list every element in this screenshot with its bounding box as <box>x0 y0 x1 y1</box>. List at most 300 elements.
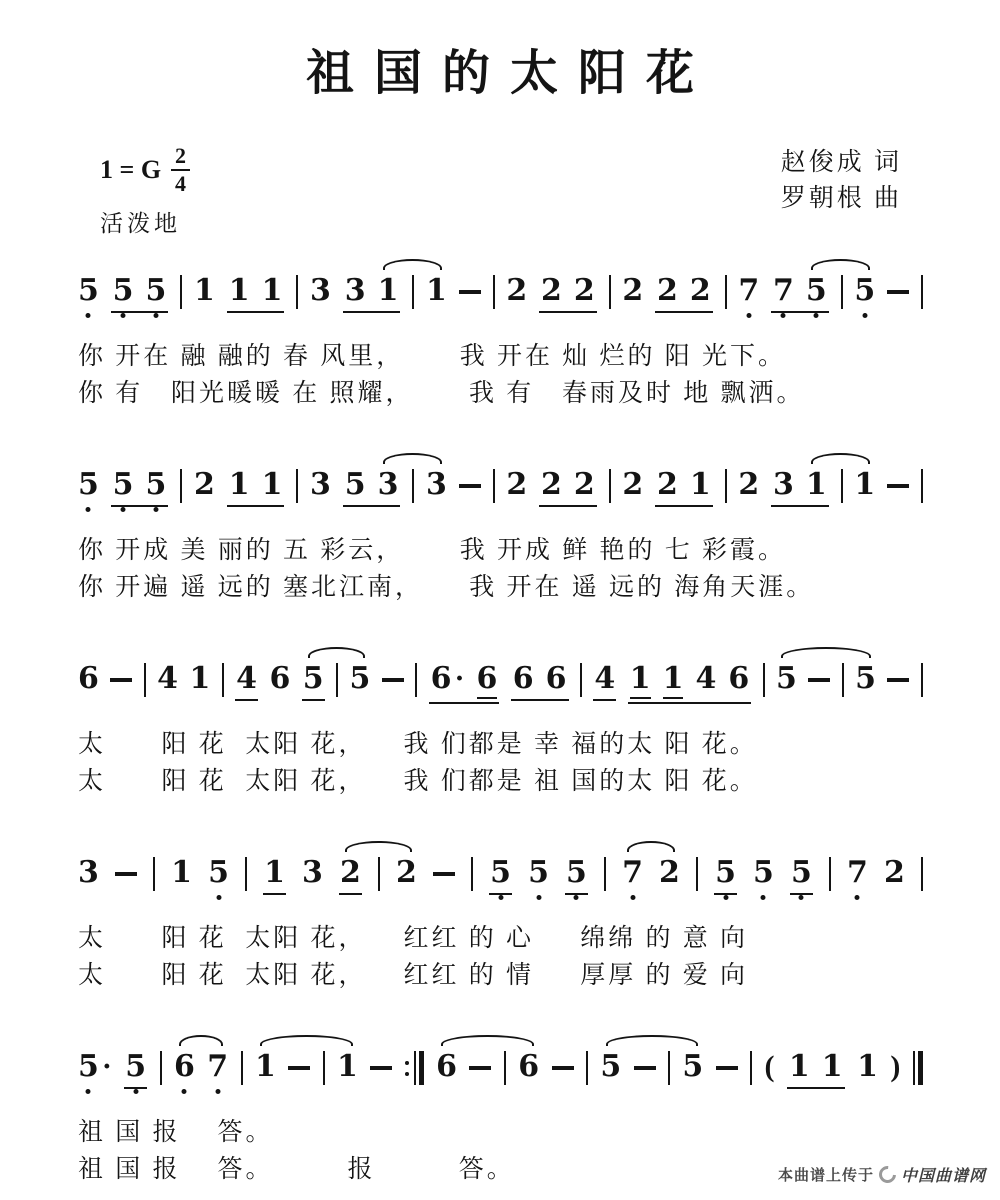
barline <box>493 469 495 503</box>
barline-thick <box>419 1051 424 1085</box>
note-number-low-octave: 5 <box>125 1049 147 1084</box>
music-line <box>78 1030 923 1102</box>
note-number: 6 <box>78 661 99 696</box>
barline <box>580 663 582 697</box>
note <box>857 1050 878 1084</box>
watermark-site-name: 中国曲谱网 <box>900 1168 986 1185</box>
note <box>337 1050 358 1084</box>
note-number: 4 <box>236 661 258 696</box>
parenthesis: ) <box>890 1050 901 1083</box>
note <box>207 1050 228 1084</box>
note <box>229 468 250 502</box>
held-beat-dash <box>887 678 909 682</box>
note-number: 3 <box>302 855 323 890</box>
held-beat-dash <box>634 1066 656 1070</box>
note-number: 2 <box>540 273 562 308</box>
held-beat-dash <box>459 484 481 488</box>
note <box>345 274 366 308</box>
tie-arc <box>606 1035 699 1046</box>
note <box>269 662 290 696</box>
lyric-line: 太 阳 花 太阳 花， 我 们都是 祖 国的太 阳 花。 <box>78 768 758 795</box>
repeat-dot <box>405 1061 409 1065</box>
note-number: 5 <box>855 661 877 696</box>
music-line <box>78 642 923 714</box>
note <box>622 468 643 502</box>
note <box>235 662 258 701</box>
note <box>776 662 797 696</box>
note-number: 2 <box>883 855 905 890</box>
note <box>302 856 323 890</box>
note-number-low-octave: 7 <box>847 855 868 890</box>
barline <box>180 469 182 503</box>
barline <box>763 663 765 697</box>
note-number-low-octave: 6 <box>173 1049 195 1084</box>
note <box>622 856 643 890</box>
note-number: 1 <box>854 467 876 502</box>
barline <box>829 857 831 891</box>
barline-thin <box>414 1051 416 1085</box>
note <box>506 468 527 502</box>
credits-block <box>781 145 902 217</box>
repeat-dot <box>405 1072 409 1076</box>
beamed-group <box>787 1050 845 1089</box>
held-beat-dash <box>433 872 455 876</box>
note-number: 1 <box>254 1049 276 1084</box>
note <box>189 662 210 696</box>
music-system <box>78 448 922 606</box>
music-system <box>78 254 922 412</box>
barline <box>296 469 298 503</box>
note <box>546 662 567 696</box>
barline <box>725 469 727 503</box>
lyric-line: 你 开成 美 丽的 五 彩云， 我 开成 鲜 艳的 七 彩霞。 <box>78 537 787 564</box>
key-signature <box>100 145 190 195</box>
note-number-low-octave: 5 <box>490 855 512 890</box>
note-number-low-octave: 7 <box>207 1049 229 1084</box>
note <box>310 274 331 308</box>
tie-arc <box>345 841 411 852</box>
note <box>738 468 759 502</box>
note <box>431 662 465 696</box>
note-number: 5 <box>600 1049 622 1084</box>
key-tempo-block <box>100 145 190 238</box>
held-beat-dash <box>382 678 404 682</box>
note <box>113 468 134 502</box>
note <box>690 274 711 308</box>
held-beat-dash <box>110 678 132 682</box>
note-number: 1 <box>261 273 283 308</box>
tie-arc <box>781 647 871 658</box>
note-number-low-octave: 5 <box>566 855 587 890</box>
tie-arc <box>308 647 365 658</box>
beamed-group <box>227 468 285 507</box>
note-number: 5 <box>344 467 366 502</box>
note <box>506 274 527 308</box>
beamed-group <box>655 468 713 507</box>
note-number-low-octave: 5 <box>208 855 229 890</box>
barline <box>725 275 727 309</box>
note <box>738 274 759 308</box>
note-number: 6 <box>512 661 534 696</box>
music-system <box>78 642 922 800</box>
note-number-low-octave: 5 <box>145 467 167 502</box>
note <box>806 274 827 308</box>
note-number: 1 <box>426 273 447 308</box>
note <box>695 662 716 696</box>
beamed-group <box>111 274 169 313</box>
barline <box>180 275 182 309</box>
note <box>194 468 215 502</box>
barline <box>586 1051 588 1085</box>
note-number-low-octave: 5 <box>715 855 736 890</box>
qupu-site-logo-icon <box>876 1163 900 1187</box>
note <box>113 274 134 308</box>
music-line <box>78 836 923 908</box>
tie-arc <box>383 453 442 464</box>
augmentation-dot: · <box>101 1050 112 1083</box>
held-beat-dash <box>370 1066 392 1070</box>
note <box>822 1050 843 1084</box>
note <box>396 856 417 890</box>
beamed-group <box>343 274 401 313</box>
note-number-low-octave: 5 <box>790 855 812 890</box>
note <box>378 274 399 308</box>
note-number: 5 <box>776 661 797 696</box>
barline <box>153 857 155 891</box>
note <box>773 468 794 502</box>
barline <box>336 663 338 697</box>
note-number: 6 <box>477 662 498 699</box>
note-number: 2 <box>622 273 644 308</box>
note <box>855 662 876 696</box>
note-number-low-octave: 5 <box>854 273 876 308</box>
note-number: 1 <box>377 273 399 308</box>
held-beat-dash <box>469 1066 491 1070</box>
note <box>262 274 283 308</box>
tie-arc <box>260 1035 353 1046</box>
lyric-line: 太 阳 花 太阳 花， 我 们都是 幸 福的太 阳 花。 <box>78 731 758 758</box>
held-beat-dash <box>115 872 137 876</box>
music-line <box>78 448 923 520</box>
song-title: 祖国的太阳花 <box>305 47 714 100</box>
tie-arc <box>179 1035 223 1046</box>
note-number: 3 <box>310 273 331 308</box>
note <box>146 274 167 308</box>
lyrics-block <box>78 338 922 412</box>
tie-arc <box>811 453 870 464</box>
note-number: 6 <box>728 661 750 696</box>
note <box>630 662 651 699</box>
note <box>78 856 99 890</box>
note <box>528 856 549 890</box>
note-number: 1 <box>689 467 711 502</box>
time-signature-bottom: 4 <box>175 171 187 196</box>
note-number-low-octave: 5 <box>528 855 549 890</box>
note-number: 6 <box>430 661 452 696</box>
note <box>682 1050 703 1084</box>
barline <box>378 857 380 891</box>
note <box>714 856 737 895</box>
tie-arc <box>383 259 442 270</box>
beamed-group <box>655 274 713 313</box>
note-number: 2 <box>622 467 644 502</box>
note <box>78 274 99 308</box>
note-number-low-octave: 5 <box>753 855 774 890</box>
note <box>310 468 331 502</box>
note-number: 2 <box>194 467 215 502</box>
note-number: 1 <box>857 1049 878 1084</box>
barline <box>160 1051 162 1085</box>
repeat-dots <box>405 1061 409 1076</box>
barline <box>415 663 417 697</box>
held-beat-dash <box>459 290 481 294</box>
note <box>518 1050 539 1084</box>
note <box>854 274 875 308</box>
note-number-low-octave: 5 <box>805 273 827 308</box>
note-number-low-octave: 5 <box>78 273 99 308</box>
held-beat-dash <box>288 1066 310 1070</box>
lyric-line: 你 开在 融 融的 春 风里， 我 开在 灿 烂的 阳 光下。 <box>78 343 787 370</box>
note-number: 4 <box>157 661 179 696</box>
augmentation-dot: · <box>454 662 465 695</box>
note <box>208 856 229 890</box>
note-number: 2 <box>396 855 417 890</box>
note <box>790 856 813 895</box>
lyricist-credit: 赵俊成 词 <box>780 149 902 176</box>
note <box>690 468 711 502</box>
note <box>753 856 774 890</box>
barline <box>323 1051 325 1085</box>
note-number: 2 <box>657 467 678 502</box>
note <box>847 856 868 890</box>
note <box>600 1050 621 1084</box>
note-number: 2 <box>689 273 711 308</box>
note-number-low-octave: 5 <box>78 467 99 502</box>
note-number: 4 <box>695 661 717 696</box>
key-label: 1 = G <box>100 155 162 184</box>
note <box>174 1050 195 1084</box>
barline <box>412 275 414 309</box>
held-beat-dash <box>808 678 830 682</box>
note-number: 2 <box>506 467 528 502</box>
note-number-low-octave: 7 <box>622 855 643 890</box>
final-barline <box>913 1050 923 1086</box>
barline <box>921 469 923 503</box>
barline <box>921 275 923 309</box>
lyric-line: 祖 国 报 答。 <box>78 1119 274 1146</box>
note <box>436 1050 457 1084</box>
note-number: 2 <box>506 273 528 308</box>
barline <box>296 275 298 309</box>
lyrics-block <box>78 920 922 994</box>
note <box>565 856 588 895</box>
barline <box>842 663 844 697</box>
lyrics-block <box>78 532 922 606</box>
barline <box>609 469 611 503</box>
note <box>78 1050 112 1084</box>
barline-thick <box>918 1051 923 1085</box>
note <box>489 856 512 895</box>
note <box>339 856 362 895</box>
note <box>541 274 562 308</box>
lyric-line: 太 阳 花 太阳 花， 红红 的 心 绵绵 的 意 向 <box>78 925 749 952</box>
tie-arc <box>441 1035 534 1046</box>
barline <box>921 857 923 891</box>
note-number: 1 <box>264 855 285 890</box>
note-number: 2 <box>340 855 361 890</box>
barline <box>921 663 923 697</box>
beamed-group <box>628 662 752 704</box>
note <box>657 274 678 308</box>
lyric-line: 祖 国 报 答。 报 答。 <box>78 1156 515 1183</box>
note <box>426 274 447 308</box>
note-number: 5 <box>302 661 324 696</box>
note <box>263 856 286 895</box>
beamed-group <box>343 468 401 507</box>
note <box>345 468 366 502</box>
note-number-low-octave: 5 <box>78 1049 99 1084</box>
barline <box>696 857 698 891</box>
note-number: 1 <box>630 662 651 699</box>
music-system <box>78 836 922 994</box>
note-number: 2 <box>573 273 595 308</box>
barline <box>504 1051 506 1085</box>
note-number: 1 <box>821 1049 843 1084</box>
note-number-low-octave: 7 <box>773 273 794 308</box>
note-number: 2 <box>659 855 680 890</box>
parenthesis: ( <box>764 1050 775 1083</box>
note-number-low-octave: 5 <box>145 273 167 308</box>
note-number: 1 <box>788 1049 810 1084</box>
barline <box>604 857 606 891</box>
note-number: 3 <box>426 467 447 502</box>
note <box>171 856 192 890</box>
note-number: 2 <box>738 467 760 502</box>
beamed-group <box>539 468 597 507</box>
barline <box>241 1051 243 1085</box>
note <box>663 662 684 699</box>
barline <box>750 1051 752 1085</box>
watermark <box>778 1163 986 1186</box>
barline <box>668 1051 670 1085</box>
note-number: 3 <box>344 273 366 308</box>
note-number: 3 <box>310 467 331 502</box>
note <box>728 662 749 696</box>
note <box>773 274 794 308</box>
note-number: 3 <box>377 467 399 502</box>
note-number: 2 <box>573 467 595 502</box>
composer-credit: 罗朝根 曲 <box>780 185 902 212</box>
beamed-group <box>771 274 829 313</box>
note-number: 6 <box>545 661 567 696</box>
held-beat-dash <box>716 1066 738 1070</box>
tie-arc <box>811 259 870 270</box>
note <box>806 468 827 502</box>
music-line <box>78 254 923 326</box>
held-beat-dash <box>552 1066 574 1070</box>
note-number-low-octave: 5 <box>112 273 134 308</box>
note-number: 1 <box>189 661 211 696</box>
barline <box>245 857 247 891</box>
repeat-end-barline <box>405 1050 424 1086</box>
note <box>255 1050 276 1084</box>
note-number-low-octave: 5 <box>112 467 134 502</box>
note-number: 1 <box>261 467 283 502</box>
barline <box>471 857 473 891</box>
note <box>659 856 680 890</box>
note-number: 1 <box>171 855 192 890</box>
note <box>884 856 905 890</box>
note-number: 3 <box>773 467 794 502</box>
music-systems <box>78 254 922 1188</box>
note <box>574 274 595 308</box>
note <box>229 274 250 308</box>
lyrics-block <box>78 726 922 800</box>
note <box>378 468 399 502</box>
lyric-line: 你 开遍 遥 远的 塞北江南， 我 开在 遥 远的 海角天涯。 <box>78 574 815 601</box>
note-number: 1 <box>663 662 684 699</box>
note-number: 6 <box>518 1049 540 1084</box>
note-number: 1 <box>194 273 215 308</box>
note <box>349 662 370 696</box>
held-beat-dash <box>887 290 909 294</box>
note <box>194 274 215 308</box>
note <box>593 662 616 701</box>
note-number: 6 <box>436 1049 458 1084</box>
note-number: 2 <box>540 467 562 502</box>
barline <box>609 275 611 309</box>
note-number: 1 <box>228 467 250 502</box>
barline <box>412 469 414 503</box>
note <box>541 468 562 502</box>
note <box>78 662 99 696</box>
note-number: 6 <box>269 661 291 696</box>
note <box>789 1050 810 1084</box>
barline <box>841 469 843 503</box>
barline <box>222 663 224 697</box>
beamed-group <box>227 274 285 313</box>
barline <box>841 275 843 309</box>
lyric-line: 你 有 阳光暖暖 在 照耀， 我 有 春雨及时 地 飘洒。 <box>78 380 805 407</box>
note-number: 5 <box>349 661 371 696</box>
meta-row <box>78 145 922 238</box>
note <box>78 468 99 502</box>
note <box>622 274 643 308</box>
beamed-group <box>429 662 500 704</box>
note <box>477 662 498 699</box>
time-signature <box>171 145 190 195</box>
note <box>157 662 178 696</box>
note-number: 4 <box>594 661 616 696</box>
beamed-group <box>771 468 829 507</box>
barline-thin <box>913 1051 915 1085</box>
note-number-low-octave: 7 <box>738 273 760 308</box>
note <box>302 662 325 701</box>
time-signature-top: 2 <box>171 145 190 171</box>
tempo-marking: 活泼地 <box>100 211 181 236</box>
note-number: 2 <box>657 273 678 308</box>
note <box>124 1050 147 1089</box>
note <box>574 468 595 502</box>
note <box>146 468 167 502</box>
watermark-text: 本曲谱上传于 <box>777 1167 874 1184</box>
note <box>854 468 875 502</box>
lyric-line: 太 阳 花 太阳 花， 红红 的 情 厚厚 的 爱 向 <box>78 962 749 989</box>
beamed-group <box>511 662 569 701</box>
note <box>426 468 447 502</box>
tie-arc <box>627 841 674 852</box>
note <box>513 662 534 696</box>
